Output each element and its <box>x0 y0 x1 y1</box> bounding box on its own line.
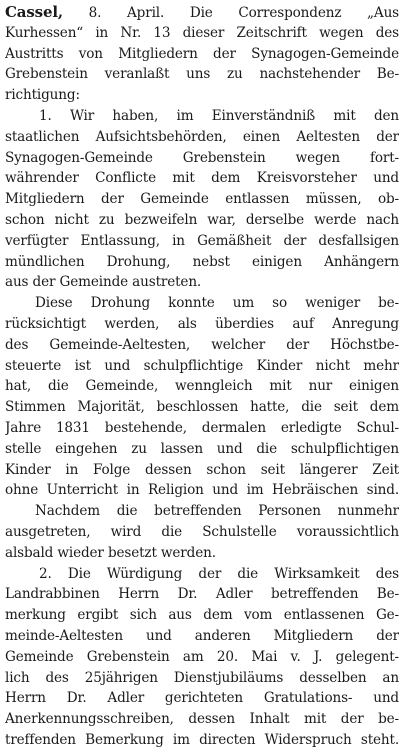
text-line-23: Kinder in Folge dessen schon seit längerer Zeit <box>5 461 399 478</box>
text-line-12: verfügter Entlassung, in Gemäßheit der desfallsigen <box>5 232 399 249</box>
text-line-30: merkung ergibt sich aus dem vom entlassenen Ge- <box>5 607 399 624</box>
text-line-26: ausgetreten, wird die Schulstelle voraussichtlich <box>5 523 399 540</box>
text-line-4: Grebenstein veranlaßt uns zu nachstehender Be- <box>5 66 399 83</box>
text-line-24: ohne Unterricht in Religion und im Hebräischen sind. <box>5 482 399 499</box>
text-line-32: Gemeinde Grebenstein am 20. Mai v. J. gelegent- <box>5 648 399 665</box>
dateline-date: 8. April. <box>88 5 165 21</box>
text-line-21: Jahre 1831 bestehende, dermalen erledigte Schul- <box>5 419 399 436</box>
text-line-20: Stimmen Majorität, beschlossen hatte, die seit dem <box>5 399 399 416</box>
text-line-19: hat, die Gemeinde, wenngleich mit nur einigen <box>5 378 399 395</box>
text-line-13: mündlichen Drohung, nebst einigen Anhängern <box>5 253 399 270</box>
text-line-9: währender Conflicte mit dem Kreisvorsteher und <box>5 170 399 187</box>
text-line-25: Nachdem die betreffenden Personen nunmehr <box>35 503 399 520</box>
text-line-22: stelle eingehen zu lassen und die schulpflichtigen <box>5 440 399 457</box>
text-line-6: 1. Wir haben, im Einverständniß mit den <box>39 107 399 124</box>
text-line-11: schon nicht zu bezweifeln war, derselbe werde nach <box>5 211 399 228</box>
dateline-line <box>5 2 399 23</box>
text-line-31: meinde-Aeltesten und anderen Mitgliedern der <box>5 627 399 644</box>
text-line-15: Diese Drohung konnte um so weniger be- <box>35 295 399 312</box>
text-line-33: lich des 25jährigen Dienstjubiläums desselben an <box>5 669 399 686</box>
text-line-36: treffenden Bemerkung im directen Widerspruch steht. <box>5 731 399 748</box>
text-line-1: Die Correspondenz „Aus <box>189 5 399 21</box>
text-line-28: 2. Die Würdigung der die Wirksamkeit des <box>39 565 399 582</box>
text-line-2: Kurhessen“ in Nr. 13 dieser Zeitschrift wegen des <box>5 24 399 41</box>
text-line-27: alsbald wieder besetzt werden. <box>5 544 216 561</box>
text-line-5: richtigung: <box>5 87 80 104</box>
text-line-10: Mitgliedern der Gemeinde entlassen müssen, ob- <box>5 191 399 208</box>
text-line-35: Anerkennungsschreiben, dessen Inhalt mit der be- <box>5 711 399 728</box>
text-line-18: steuerte ist und schulpflichtige Kinder nicht mehr <box>5 357 399 374</box>
text-line-16: rücksichtigt werden, als überdies auf Anregung <box>5 315 399 332</box>
text-line-17: des Gemeinde-Aeltesten, welcher der Höchstbe- <box>5 336 399 353</box>
text-line-8: Synagogen-Gemeinde Grebenstein wegen fort- <box>5 149 399 166</box>
text-line-7: staatlichen Aufsichtsbehörden, einen Aeltesten der <box>5 128 399 145</box>
text-line-34: Herrn Dr. Adler gerichteten Gratulations- und <box>5 690 399 707</box>
dateline-place: Cassel, <box>5 3 63 21</box>
text-line-14: aus der Gemeinde austreten. <box>5 274 202 291</box>
text-line-29: Landrabbinen Herrn Dr. Adler betreffenden Be- <box>5 586 399 603</box>
text-line-3: Austritts von Mitgliedern der Synagogen-Gemeinde <box>5 45 399 62</box>
